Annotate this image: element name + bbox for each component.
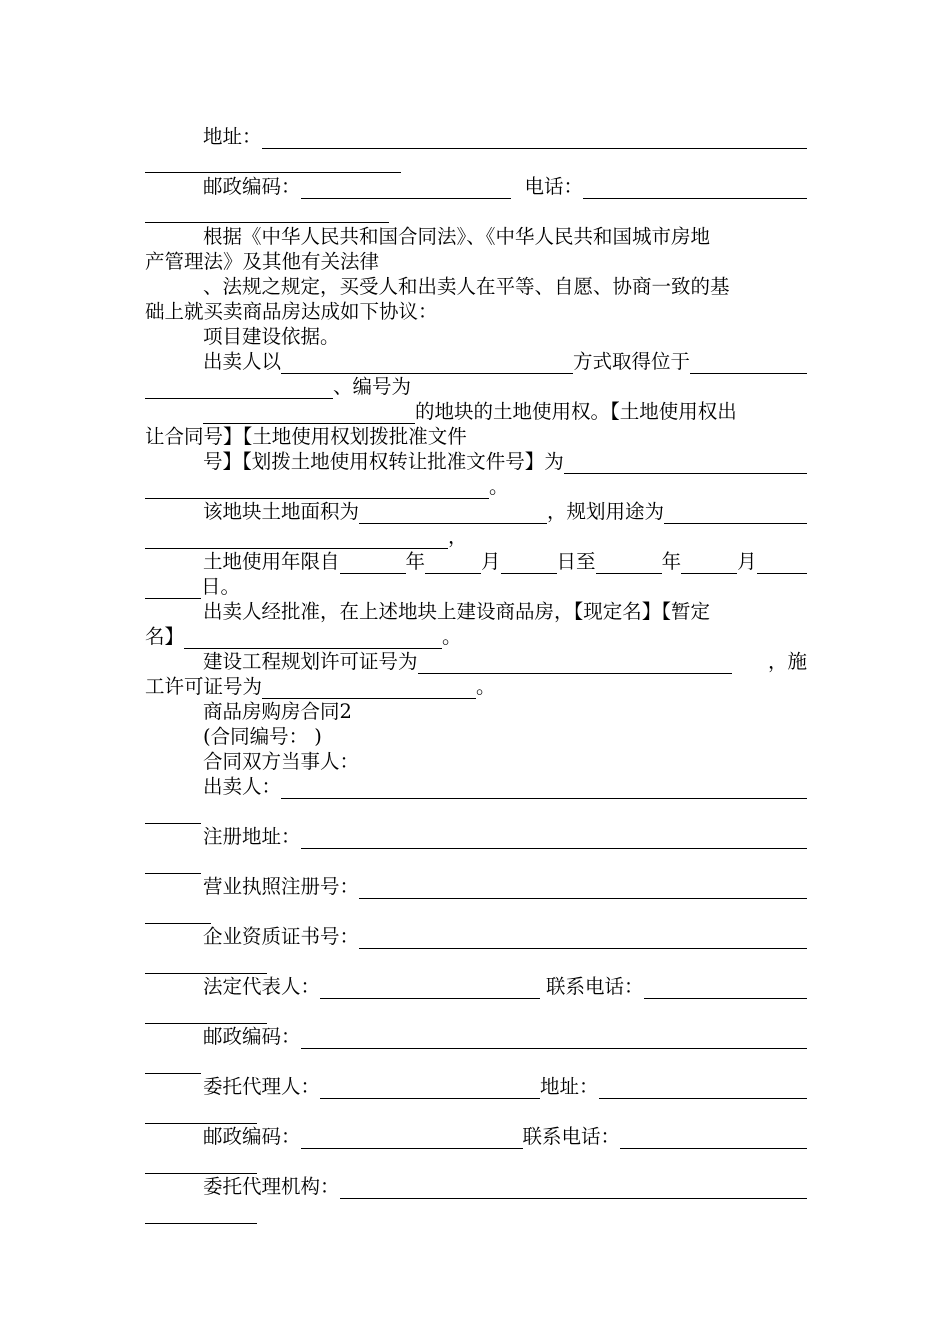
area-field[interactable] bbox=[359, 505, 547, 524]
approved-line-1: 出卖人经批准，在上述地块上建设商品房，【现定名】【暂定 bbox=[203, 600, 711, 623]
name-label: 名】 bbox=[145, 625, 185, 648]
land-use-line bbox=[203, 399, 807, 424]
contact-phone2-field-cont[interactable] bbox=[145, 1155, 257, 1174]
name-period: 。 bbox=[442, 625, 462, 648]
legal-rep-line bbox=[203, 974, 807, 999]
phone-field[interactable] bbox=[583, 180, 807, 199]
address-label: 地址： bbox=[203, 125, 262, 148]
address-line bbox=[203, 124, 807, 149]
permit-line bbox=[203, 649, 807, 674]
seller-continuation bbox=[145, 799, 807, 824]
reg-address-line bbox=[203, 824, 807, 849]
method-obtained-label: 方式取得位于 bbox=[573, 350, 691, 373]
contract-label: 号】【划拨土地使用权转让批准文件号】为 bbox=[203, 450, 564, 473]
number-line bbox=[145, 374, 807, 399]
address-field-cont[interactable] bbox=[145, 154, 401, 173]
legal-rep-continuation bbox=[145, 999, 807, 1024]
term-line bbox=[203, 549, 807, 574]
land-use-label: 的地块的土地使用权。【土地使用权出 bbox=[415, 400, 737, 423]
postal-label: 邮政编码： bbox=[203, 175, 301, 198]
contract-line-4 bbox=[145, 474, 807, 499]
phone-continuation bbox=[145, 198, 807, 223]
construction-permit-period: 。 bbox=[476, 675, 496, 698]
postal-code-line bbox=[203, 1024, 807, 1049]
legal-rep-label: 法定代表人： bbox=[203, 975, 321, 998]
contact-phone2-label: 联系电话： bbox=[522, 1125, 621, 1148]
license-line bbox=[203, 874, 807, 899]
agent-continuation bbox=[145, 1099, 807, 1124]
agent-address-field[interactable] bbox=[599, 1080, 807, 1099]
approved-line-2 bbox=[145, 624, 807, 649]
permit-gap bbox=[732, 656, 768, 674]
reg-address-field[interactable] bbox=[301, 830, 807, 849]
contract2-number: (合同编号： ) bbox=[203, 725, 322, 748]
qualification-line bbox=[203, 924, 807, 949]
month-label: 月 bbox=[481, 550, 501, 573]
seller-line bbox=[203, 774, 807, 799]
contract2-title: 商品房购房合同2 bbox=[203, 700, 352, 723]
construction-permit-label: 工许可证号为 bbox=[145, 675, 263, 698]
phone-label: 电话： bbox=[524, 175, 584, 198]
contract-number-field-cont[interactable] bbox=[145, 480, 489, 499]
project-heading: 项目建设依据。 bbox=[203, 325, 340, 348]
postal-code2-field[interactable] bbox=[301, 1130, 523, 1149]
end-day-field[interactable] bbox=[757, 555, 807, 574]
postal-code2-continuation bbox=[145, 1149, 807, 1174]
address-continuation bbox=[145, 148, 807, 173]
end-month-label: 月 bbox=[737, 550, 757, 573]
postal-code-continuation bbox=[145, 1049, 807, 1074]
license-field-cont[interactable] bbox=[145, 905, 211, 924]
purpose-label: ，规划用途为 bbox=[547, 500, 665, 523]
end-month-field[interactable] bbox=[681, 555, 737, 574]
term-continuation bbox=[145, 574, 807, 599]
day-to-label: 日至 bbox=[556, 550, 596, 573]
address-field[interactable] bbox=[262, 130, 807, 149]
method-field[interactable] bbox=[281, 355, 573, 374]
end-year-field[interactable] bbox=[596, 555, 662, 574]
agency-field[interactable] bbox=[340, 1180, 807, 1199]
construction-permit-field[interactable] bbox=[262, 680, 476, 699]
seller-by-label: 出卖人以 bbox=[203, 350, 282, 373]
reg-address-field-cont[interactable] bbox=[145, 855, 201, 874]
license-field[interactable] bbox=[359, 880, 807, 899]
purpose-continuation bbox=[145, 524, 807, 549]
qualification-label: 企业资质证书号： bbox=[203, 925, 360, 948]
purpose-field[interactable] bbox=[664, 505, 807, 524]
contact-phone-label: 联系电话： bbox=[546, 975, 644, 998]
agency-field-cont[interactable] bbox=[145, 1205, 257, 1224]
start-day-field[interactable] bbox=[501, 555, 557, 574]
number-label: 、编号为 bbox=[333, 375, 412, 398]
seller-method-line bbox=[203, 349, 807, 374]
agent-line bbox=[203, 1074, 807, 1099]
permit-label: 建设工程规划许可证号为 bbox=[203, 650, 418, 673]
seller-label: 出卖人： bbox=[203, 775, 282, 798]
contact-phone-field-cont[interactable] bbox=[145, 1005, 267, 1024]
postal-code-field-cont[interactable] bbox=[145, 1055, 201, 1074]
location-field[interactable] bbox=[690, 355, 807, 374]
agent-field[interactable] bbox=[320, 1080, 540, 1099]
preamble-line-3: 、法规之规定，买受人和出卖人在平等、自愿、协商一致的基 bbox=[203, 275, 730, 298]
preamble-line-1: 根据《中华人民共和国合同法》、《中华人民共和国城市房地 bbox=[203, 225, 711, 248]
day-label: 日。 bbox=[201, 575, 241, 598]
contact-phone-field[interactable] bbox=[644, 980, 807, 999]
reg-address-continuation bbox=[145, 849, 807, 874]
agency-line bbox=[203, 1174, 807, 1199]
preamble-line-4: 础上就买卖商品房达成如下协议： bbox=[145, 300, 438, 323]
end-day-field-cont[interactable] bbox=[145, 580, 201, 599]
area-line bbox=[203, 499, 807, 524]
preamble-line-2: 产管理法》及其他有关法律 bbox=[145, 250, 380, 273]
postal-code2-line bbox=[203, 1124, 807, 1149]
qualification-field-cont[interactable] bbox=[145, 955, 267, 974]
project-name-field[interactable] bbox=[184, 630, 442, 649]
area-label: 该地块土地面积为 bbox=[203, 500, 360, 523]
purpose-comma: ， bbox=[448, 525, 468, 548]
agency-continuation bbox=[145, 1199, 807, 1224]
term-label: 土地使用年限自 bbox=[203, 550, 340, 573]
purpose-field-cont[interactable] bbox=[145, 530, 448, 549]
contract-line-3 bbox=[203, 449, 807, 474]
contract-number-field[interactable] bbox=[564, 455, 807, 474]
agent-address-field-cont[interactable] bbox=[145, 1105, 257, 1124]
postal-phone-line bbox=[203, 174, 807, 199]
permit-comma: ，施 bbox=[767, 650, 807, 673]
postal-field[interactable] bbox=[301, 180, 511, 199]
period-end: 。 bbox=[489, 475, 509, 498]
contract2-parties: 合同双方当事人： bbox=[203, 750, 360, 773]
location-field-cont[interactable] bbox=[145, 380, 333, 399]
construction-permit-line bbox=[145, 674, 807, 699]
postal-code-label: 邮政编码： bbox=[203, 1025, 301, 1048]
agent-address-label: 地址： bbox=[540, 1075, 599, 1098]
parcel-number-field[interactable] bbox=[203, 405, 415, 424]
legal-rep-field[interactable] bbox=[320, 980, 540, 999]
start-year-field[interactable] bbox=[340, 555, 406, 574]
seller-field-cont[interactable] bbox=[145, 805, 201, 824]
start-month-field[interactable] bbox=[425, 555, 481, 574]
contract-line-2: 让合同号】【土地使用权划拨批准文件 bbox=[145, 425, 467, 448]
postal-code-field[interactable] bbox=[301, 1030, 807, 1049]
qualification-continuation bbox=[145, 949, 807, 974]
qualification-field[interactable] bbox=[359, 930, 807, 949]
postal-code2-label: 邮政编码： bbox=[203, 1125, 301, 1148]
end-year-label: 年 bbox=[661, 550, 682, 573]
phone-field-cont[interactable] bbox=[145, 204, 389, 223]
seller-field[interactable] bbox=[281, 780, 807, 799]
reg-address-label: 注册地址： bbox=[203, 825, 301, 848]
year-label: 年 bbox=[405, 550, 426, 573]
agent-label: 委托代理人： bbox=[203, 1075, 321, 1098]
contact-phone2-field[interactable] bbox=[620, 1130, 807, 1149]
permit-field[interactable] bbox=[418, 655, 732, 674]
agency-label: 委托代理机构： bbox=[203, 1175, 340, 1198]
license-continuation bbox=[145, 899, 807, 924]
license-label: 营业执照注册号： bbox=[203, 875, 360, 898]
